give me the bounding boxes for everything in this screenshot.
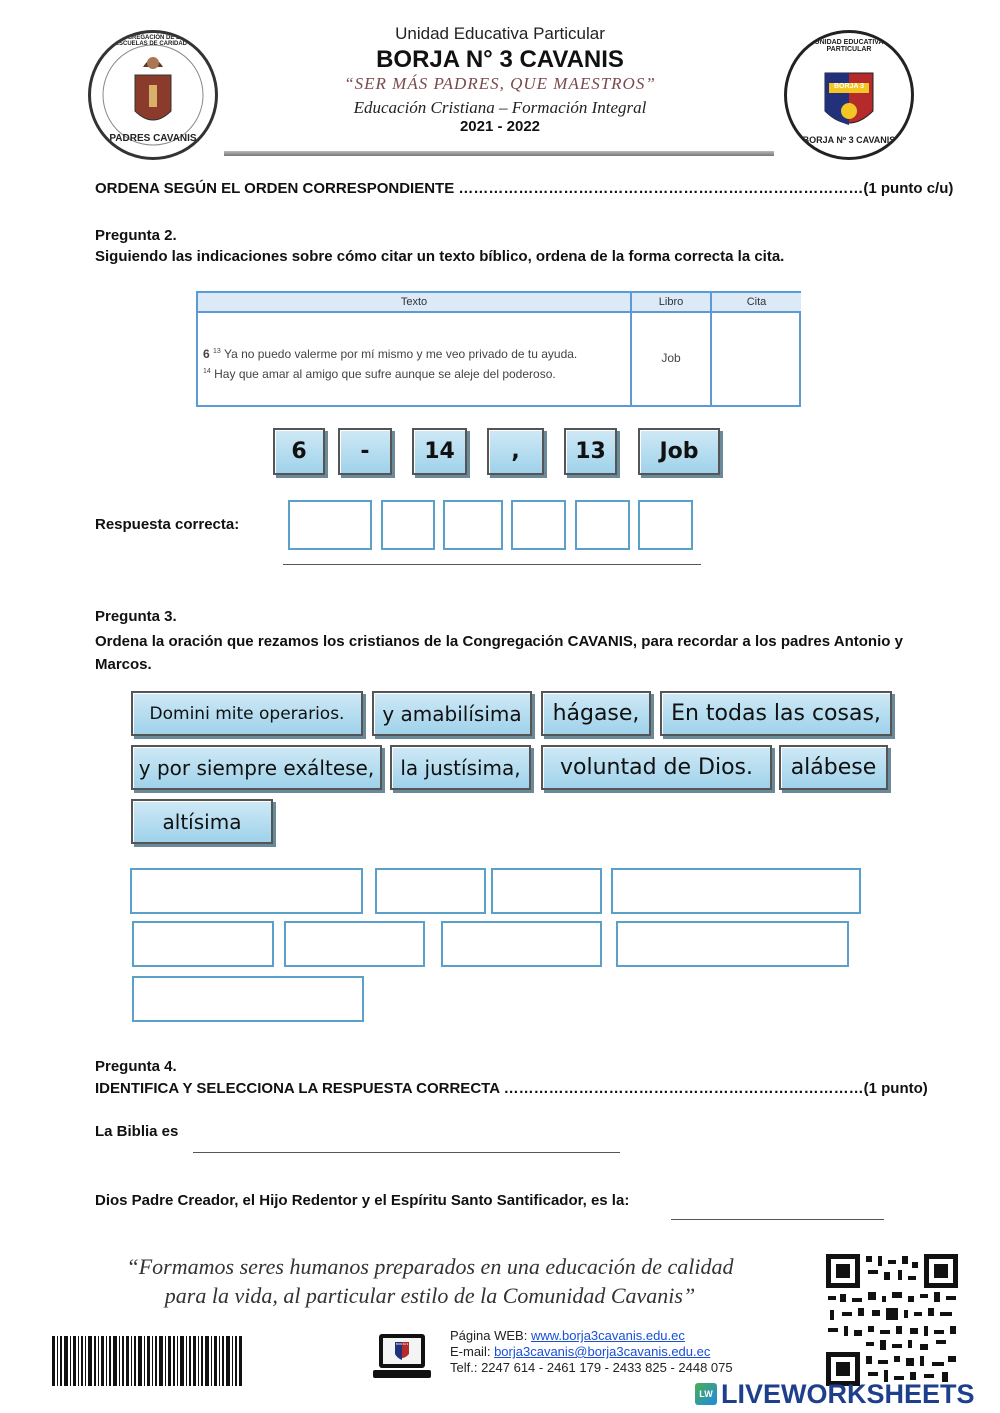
citation-table <box>196 291 801 407</box>
barcode-icon <box>52 1336 242 1386</box>
answer-underline <box>283 564 701 565</box>
liveworksheets-text: LIVEWORKSHEETS <box>721 1378 975 1409</box>
prayer-tile[interactable]: hágase, <box>541 691 651 736</box>
question-4-instruction: IDENTIFICA Y SELECCIONA LA RESPUESTA CORRECTA ………………………………………………………………(1 punto) <box>95 1080 928 1097</box>
prayer-tile[interactable]: alábese <box>779 745 888 790</box>
left-school-seal <box>88 30 218 160</box>
trinidad-answer-field[interactable] <box>671 1219 884 1220</box>
laptop-logo <box>371 1332 433 1384</box>
biblia-prompt: La Biblia es <box>95 1123 179 1140</box>
verse-13: Ya no puedo valerme por mí mismo y me veo privado de tu ayuda. <box>223 347 578 361</box>
answer-drop-zone[interactable] <box>638 500 693 550</box>
answer-drop-zone[interactable] <box>443 500 503 550</box>
question-3-label: Pregunta 3. <box>95 608 177 625</box>
table-divider <box>630 293 632 405</box>
answer-drop-zone[interactable] <box>381 500 435 550</box>
footer-quote-line-1: “Formamos seres humanos preparados en una educación de calidad <box>126 1254 734 1279</box>
table-header-cita: Cita <box>712 293 801 313</box>
email-link[interactable]: borja3cavanis@borja3cavanis.edu.ec <box>494 1344 711 1359</box>
prayer-drop-zone[interactable] <box>616 921 849 967</box>
school-tagline: Educación Cristiana – Formación Integral <box>353 98 647 117</box>
verse-number: 13 <box>213 348 221 355</box>
chapter-number: 6 <box>203 347 210 361</box>
left-seal-bottom-text: PADRES CAVANIS <box>109 133 197 144</box>
prayer-drop-zone[interactable] <box>284 921 425 967</box>
citation-tile[interactable]: - <box>338 428 392 475</box>
question-2-label: Pregunta 2. <box>95 227 177 244</box>
prayer-drop-zone[interactable] <box>491 868 602 914</box>
right-seal-bottom-text: BORJA Nº 3 CAVANIS <box>802 135 896 145</box>
prayer-drop-zone[interactable] <box>375 868 486 914</box>
phone-numbers: Telf.: 2247 614 - 2461 179 - 2433 825 - 2448 075 <box>450 1360 733 1375</box>
answer-drop-zone[interactable] <box>511 500 566 550</box>
web-label: Página WEB: <box>450 1328 528 1343</box>
table-book-cell: Job <box>661 351 681 365</box>
prayer-drop-zone[interactable] <box>441 921 602 967</box>
prayer-tile[interactable]: voluntad de Dios. <box>541 745 772 790</box>
verse-number: 14 <box>203 368 211 375</box>
citation-tile[interactable]: Job <box>638 428 720 475</box>
prayer-tile[interactable]: Domini mite operarios. <box>131 691 363 736</box>
prayer-tile[interactable]: la justísima, <box>390 745 531 790</box>
table-header-libro: Libro <box>632 293 710 313</box>
answer-drop-zone[interactable] <box>575 500 630 550</box>
right-seal-banner: BORJA 3 <box>833 83 865 90</box>
school-name: BORJA N° 3 CAVANIS <box>376 46 624 73</box>
school-motto: “SER MÁS PADRES, QUE MAESTROS” <box>344 74 656 93</box>
prayer-drop-zone[interactable] <box>611 868 861 914</box>
question-2-instruction: Siguiendo las indicaciones sobre cómo citar un texto bíblico, ordena de la forma correcta la cita. <box>95 248 785 265</box>
prayer-tile[interactable]: En todas las cosas, <box>660 691 892 736</box>
question-4-label: Pregunta 4. <box>95 1058 177 1075</box>
school-year: 2021 - 2022 <box>459 118 541 135</box>
answer-drop-zone[interactable] <box>288 500 372 550</box>
web-link[interactable]: www.borja3cavanis.edu.ec <box>530 1328 685 1343</box>
table-divider <box>710 293 712 405</box>
qr-code-icon <box>824 1252 960 1388</box>
citation-tile[interactable]: 14 <box>412 428 467 475</box>
prayer-tile[interactable]: y amabilísima <box>372 691 532 736</box>
liveworksheets-logo-letters: LW <box>699 1389 713 1399</box>
liveworksheets-brand <box>695 1378 995 1410</box>
email-label: E-mail: <box>450 1344 491 1359</box>
prayer-tile[interactable]: y por siempre exáltese, <box>131 745 382 790</box>
header-block <box>250 24 750 135</box>
citation-tile[interactable]: 13 <box>564 428 617 475</box>
footer-quote <box>80 1252 780 1310</box>
verse-14: Hay que amar al amigo que sufre aunque se aleje del poderoso. <box>214 367 556 381</box>
table-verse-text <box>203 343 623 383</box>
answer-label: Respuesta correcta: <box>95 516 240 533</box>
laptop-logo-label: BORJA 3 <box>395 1342 409 1346</box>
citation-tile[interactable]: , <box>487 428 544 475</box>
prayer-drop-zone[interactable] <box>132 976 364 1022</box>
header-divider <box>224 151 774 156</box>
trinidad-prompt: Dios Padre Creador, el Hijo Redentor y el Espíritu Santo Santificador, es la: <box>95 1192 630 1209</box>
laptop-icon <box>371 1332 433 1384</box>
prayer-drop-zone[interactable] <box>130 868 363 914</box>
left-seal-arc-text: CONGREGACIÓN DE LAS ESCUELAS DE CARIDAD <box>113 35 188 47</box>
citation-tile[interactable]: 6 <box>273 428 325 475</box>
right-seal-arc-text: UNIDAD EDUCATIVA PARTICULAR <box>814 39 884 53</box>
section-title: ORDENA SEGÚN EL ORDEN CORRESPONDIENTE ………………………………………………………………………(1 punto c/u) <box>95 180 954 197</box>
institution-type: Unidad Educativa Particular <box>395 24 605 43</box>
right-school-seal <box>784 30 914 160</box>
liveworksheets-logo-icon <box>695 1383 717 1405</box>
prayer-tile[interactable]: altísima <box>131 799 273 844</box>
table-header-texto: Texto <box>198 293 630 313</box>
contact-info <box>450 1328 770 1376</box>
question-3-instruction: Ordena la oración que rezamos los cristianos de la Congregación CAVANIS, para recordar a los padres Antonio y Marcos. <box>95 633 903 673</box>
footer-quote-line-2: para la vida, al particular estilo de la Comunidad Cavanis” <box>164 1283 696 1308</box>
prayer-drop-zone[interactable] <box>132 921 274 967</box>
biblia-answer-field[interactable] <box>193 1152 620 1153</box>
